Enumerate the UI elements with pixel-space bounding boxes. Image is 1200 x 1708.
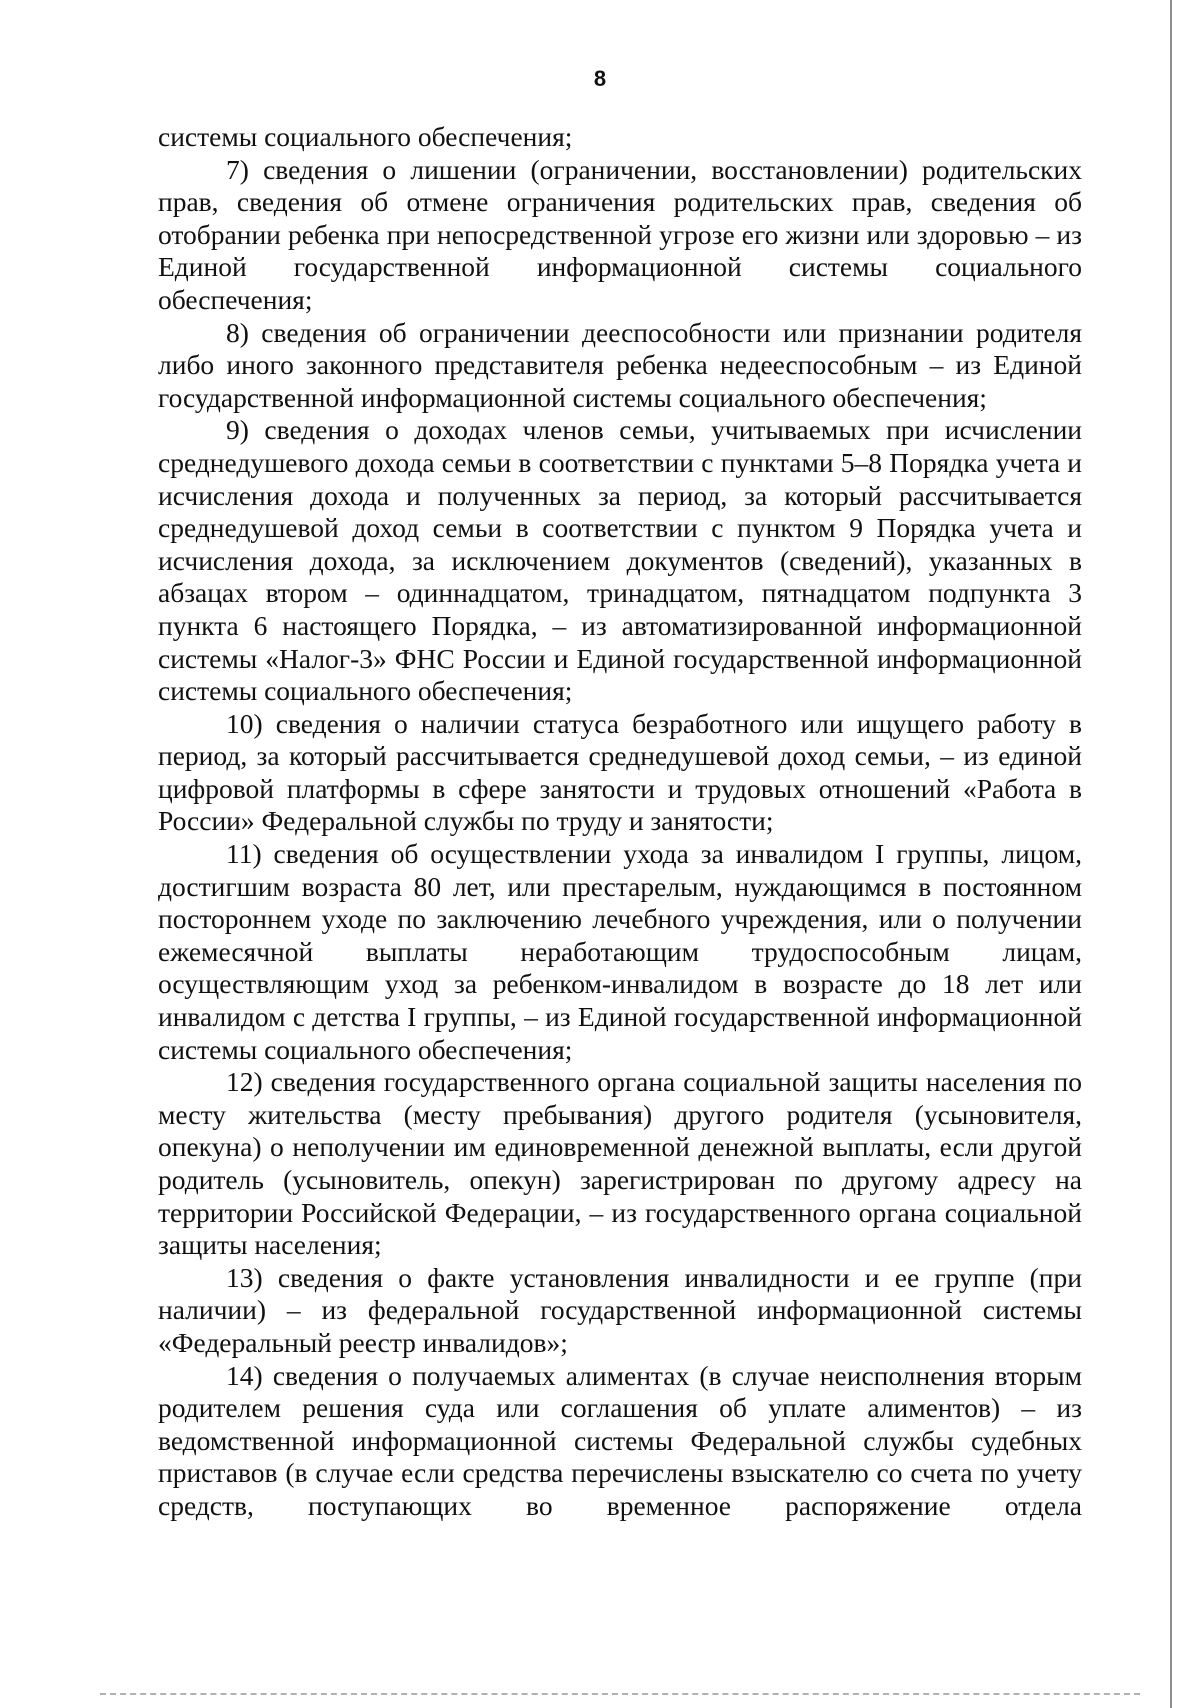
- paragraph-item-13: 13) сведения о факте установления инвалидности и ее группе (при наличии) – из федеральной государственной информационной системы «Федеральный реестр инвалидов»;: [158, 1261, 1082, 1358]
- paragraph-item-10: 10) сведения о наличии статуса безработного или ищущего работу в период, за который рассчитывается среднедушевой доход семьи, – из единой цифровой платформы в сфере занятости и трудовых отношений «Работа в России» Федеральной службы по труду и занятости;: [158, 707, 1082, 837]
- paragraph-item-11: 11) сведения об осуществлении ухода за инвалидом I группы, лицом, достигшим возраста 80 лет, или престарелым, нуждающимся в постоянном постороннем уходе по заключению лечебного учреждения, или о получении ежемесячной выплаты неработающим трудоспособным лицам, осуществляющим уход за ребенком-инвалидом в возрасте до 18 лет или инвалидом с детства I группы, – из Единой государственной информационной системы социального обеспечения;: [158, 838, 1082, 1065]
- paragraph-item-12: 12) сведения государственного органа социальной защиты населения по месту жительства (месту пребывания) другого родителя (усыновителя, опекуна) о неполучении им единовременной денежной выплаты, если другой родитель (усыновитель, опекун) зарегистрирован по другому адресу на территории Российской Федерации, – из государственного органа социальной защиты населения;: [158, 1066, 1082, 1261]
- paragraph-item-14: 14) сведения о получаемых алиментах (в случае неисполнения вторым родителем решения суда или соглашения об уплате алиментов) – из ведомственной информационной системы Федеральной службы судебных приставов (в случае если средства перечислены взыскателю со счета по учету средств, поступающих во временное распоряжение отдела: [158, 1359, 1082, 1521]
- paragraph-item-8: 8) сведения об ограничении дееспособности или признании родителя либо иного законного представителя ребенка недееспособным – из Единой государственной информационной системы социального обеспечения;: [158, 316, 1082, 413]
- paragraph-continuation: системы социального обеспечения;: [158, 121, 573, 152]
- scan-edge-line: [1170, 0, 1172, 1708]
- document-body: [158, 121, 1082, 1523]
- paragraph-item-9: 9) сведения о доходах членов семьи, учитываемых при исчислении среднедушевого дохода семьи в соответствии с пунктами 5–8 Порядка учета и исчисления дохода и полученных за период, за который рассчитывается среднедушевой доход семьи в соответствии с пунктом 9 Порядка учета и исчисления дохода, за исключением документов (сведений), указанных в абзацах втором – одиннадцатом, тринадцатом, пятнадцатом подпункта 3 пункта 6 настоящего Порядка, – из автоматизированной информационной системы «Налог-3» ФНС России и Единой государственной информационной системы социального обеспечения;: [158, 414, 1082, 707]
- paragraph-item-7: 7) сведения о лишении (ограничении, восстановлении) родительских прав, сведения об отмене ограничения родительских прав, сведения об отобрании ребенка при непосредственной угрозе его жизни или здоровью – из Единой государственной информационной системы социального обеспечения;: [158, 153, 1082, 315]
- scan-bottom-line: [100, 1693, 1140, 1696]
- page-number: 8: [593, 66, 607, 91]
